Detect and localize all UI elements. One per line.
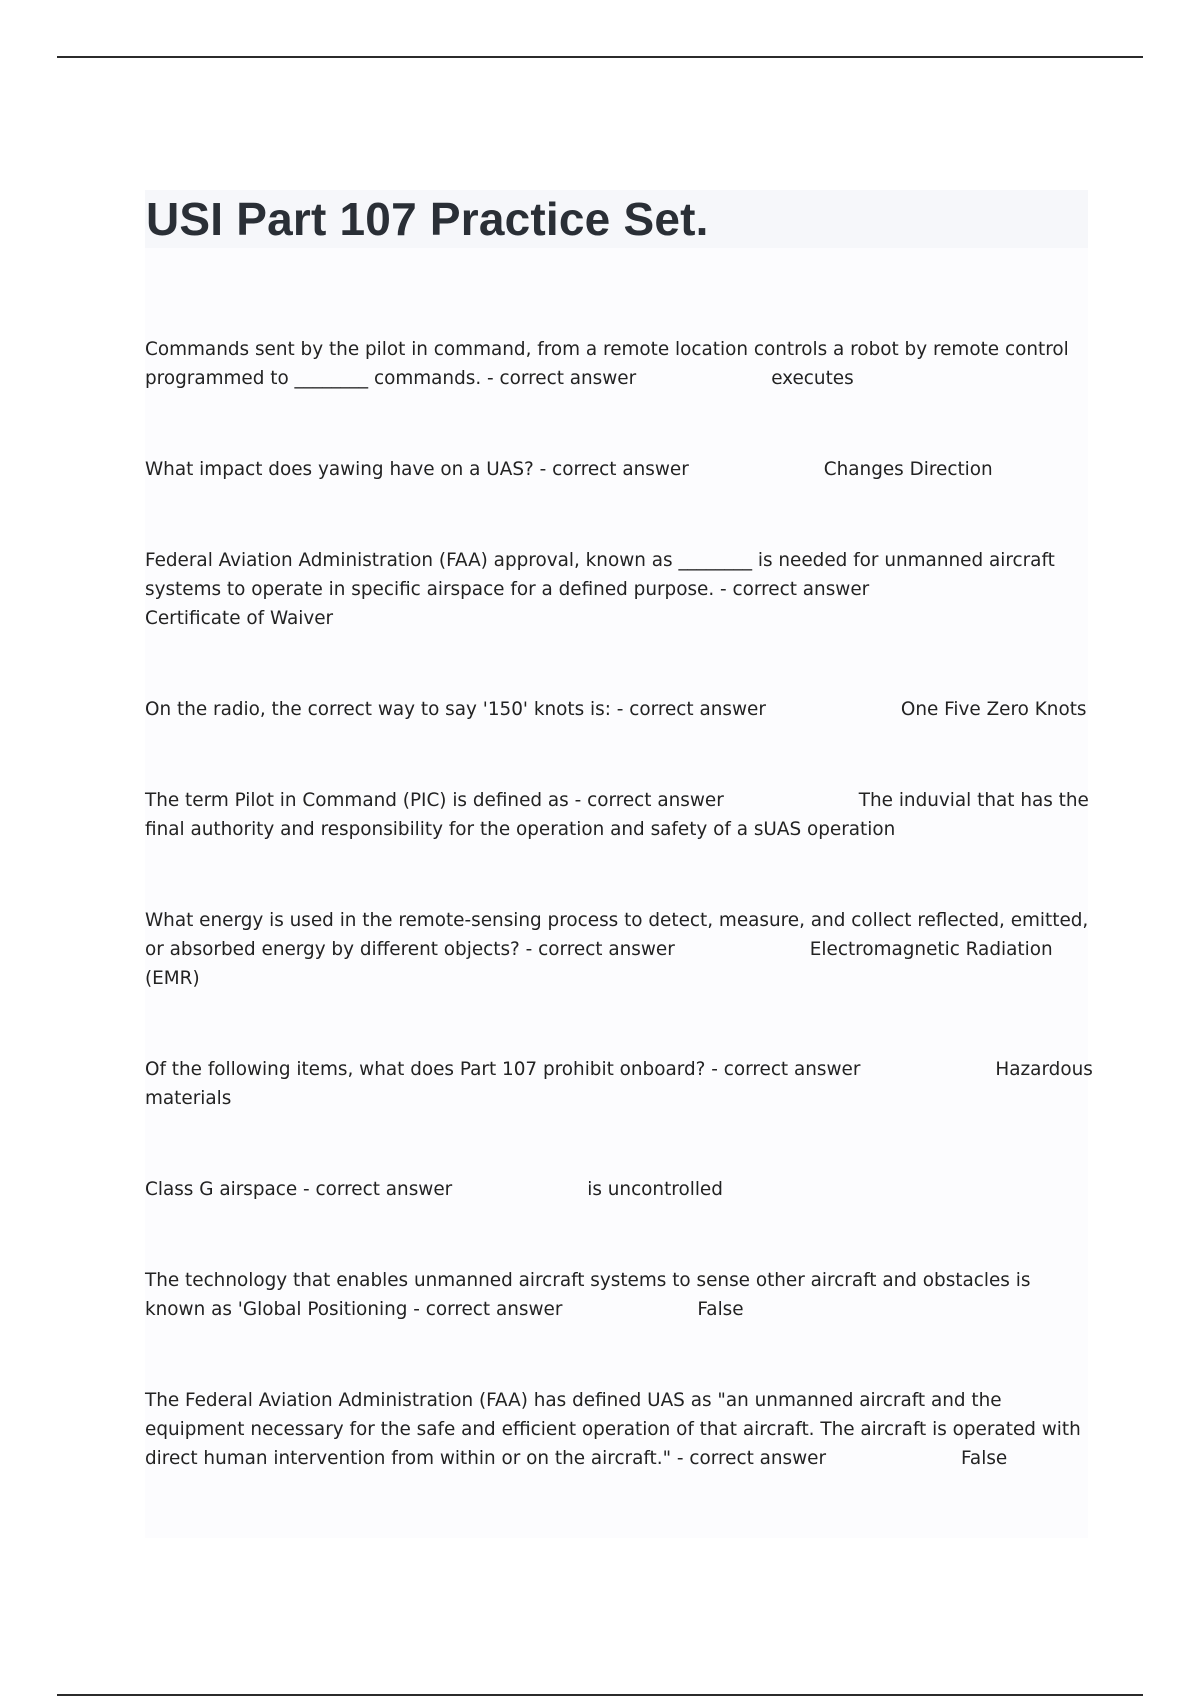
question-text: What energy is used in the remote-sensing process to detect, measure, and collect reflected, emitted, or absorbed energy by different objects? - correct answer xyxy=(145,910,1089,960)
question-text: The term Pilot in Command (PIC) is defined as - correct answer xyxy=(145,790,724,811)
document-title: USI Part 107 Practice Set. xyxy=(146,193,709,245)
answer-text: Electromagnetic Radiation (EMR) xyxy=(145,939,1053,989)
answer-text: False xyxy=(697,1299,744,1320)
answer-text: Changes Direction xyxy=(823,459,993,480)
question-text: On the radio, the correct way to say '150' knots is: - correct answer xyxy=(145,699,766,720)
answer-text: Hazardous materials xyxy=(145,1059,1093,1109)
header-rule xyxy=(57,56,1143,58)
answer-text: False xyxy=(961,1448,1008,1469)
answer-text: Certificate of Waiver xyxy=(145,608,334,629)
question-text: What impact does yawing have on a UAS? - correct answer xyxy=(145,459,689,480)
qa-item xyxy=(145,1175,1095,1204)
answer-text: is uncontrolled xyxy=(587,1179,723,1200)
qa-item xyxy=(145,786,1095,844)
question-text: Federal Aviation Administration (FAA) approval, known as ________ is needed for unmanned aircraft systems to operate in specific airspace for a defined purpose. - correct answer xyxy=(145,550,1055,600)
footer-rule xyxy=(57,1694,1143,1696)
answer-text: executes xyxy=(771,368,854,389)
qa-item xyxy=(145,455,1095,484)
qa-item xyxy=(145,1386,1095,1473)
qa-item xyxy=(145,1055,1095,1113)
question-text: The Federal Aviation Administration (FAA) has defined UAS as "an unmanned aircraft and the equipment necessary for the safe and efficient operation of that aircraft. The aircraft is operated with direct human intervention from within or on the aircraft." - correct answer xyxy=(145,1390,1081,1469)
answer-text: The induvial that has the final authority and responsibility for the operation and safety of a sUAS operation xyxy=(145,790,1089,840)
question-text: The technology that enables unmanned aircraft systems to sense other aircraft and obstacles is known as 'Global Positioning - correct answer xyxy=(145,1270,1031,1320)
qa-item xyxy=(145,1266,1095,1324)
answer-text: One Five Zero Knots xyxy=(900,699,1087,720)
qa-item xyxy=(145,335,1095,393)
qa-item xyxy=(145,906,1095,993)
question-text: Class G airspace - correct answer xyxy=(145,1179,453,1200)
question-text: Of the following items, what does Part 107 prohibit onboard? - correct answer xyxy=(145,1059,861,1080)
qa-list xyxy=(145,335,1095,1535)
qa-item xyxy=(145,546,1095,633)
question-text: Commands sent by the pilot in command, from a remote location controls a robot by remote control programmed to ________ commands. - correct answer xyxy=(145,339,1069,389)
qa-item xyxy=(145,695,1095,724)
